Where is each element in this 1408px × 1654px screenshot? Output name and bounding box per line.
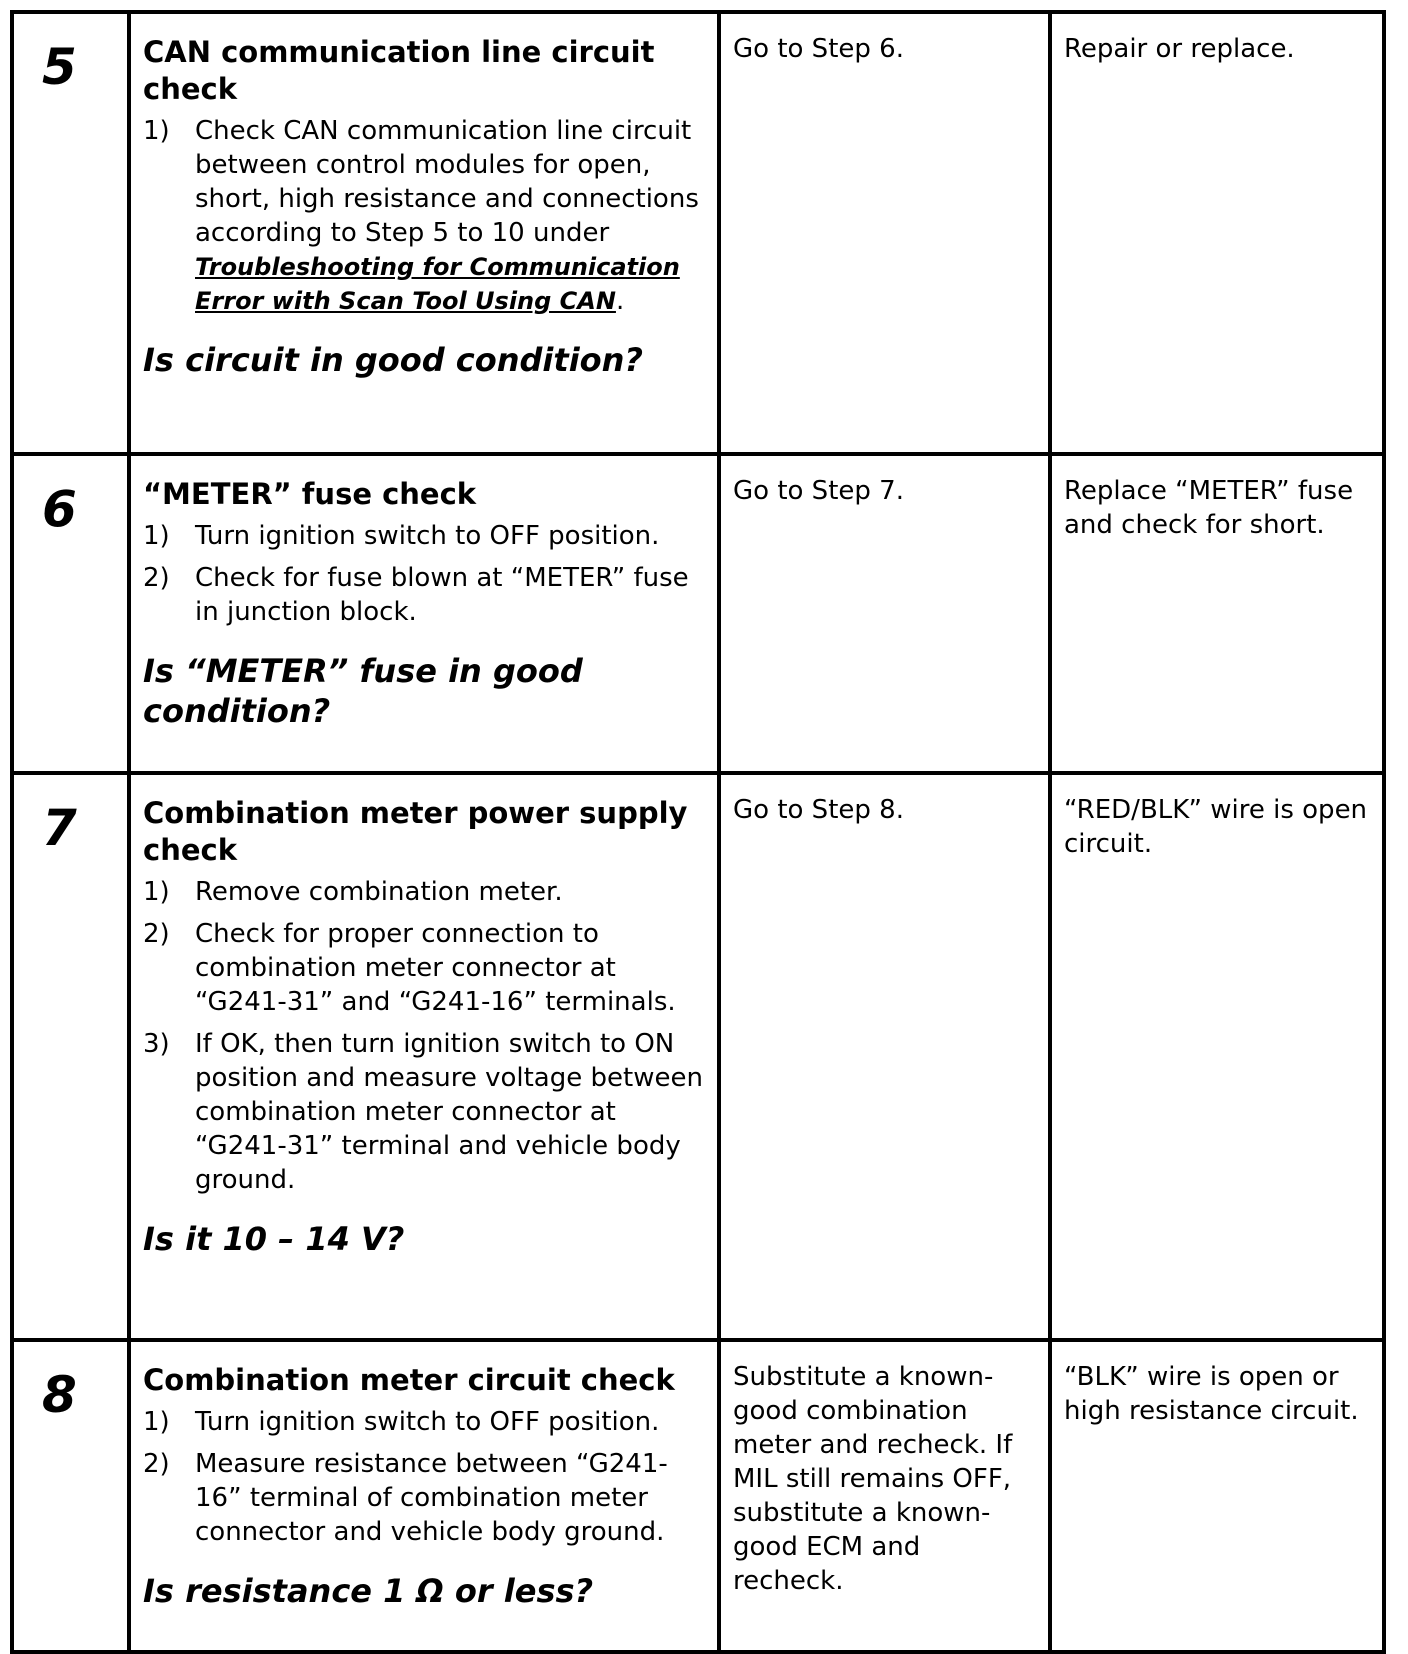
substep-marker: 1) xyxy=(143,877,170,907)
substep-item xyxy=(143,875,703,909)
substep-list xyxy=(143,114,703,318)
yes-result: Substitute a known-good combination meter and recheck. If MIL still remains OFF, substitute a known-good ECM and recheck. xyxy=(719,1340,1050,1652)
no-result: Repair or replace. xyxy=(1050,12,1384,454)
step-number: 5 xyxy=(12,12,129,454)
substep-list xyxy=(143,875,703,1197)
substep-text: Turn ignition switch to OFF position. xyxy=(195,521,660,551)
yes-result: Go to Step 6. xyxy=(719,12,1050,454)
step-action-cell xyxy=(129,454,719,773)
substep-item xyxy=(143,114,703,318)
substep-item xyxy=(143,1405,703,1439)
troubleshooting-reference-link[interactable]: Troubleshooting for Communication Error with Scan Tool Using CAN xyxy=(195,253,680,315)
step-question: Is “METER” fuse in good condition? xyxy=(143,652,583,730)
step-row xyxy=(12,773,1384,1340)
step-question: Is resistance 1 Ω or less? xyxy=(143,1572,594,1610)
substep-marker: 1) xyxy=(143,116,170,146)
yes-result: Go to Step 8. xyxy=(719,773,1050,1340)
step-title: “METER” fuse check xyxy=(143,477,477,511)
step-action-cell xyxy=(129,1340,719,1652)
step-action-cell xyxy=(129,12,719,454)
substep-text-end: . xyxy=(615,286,625,316)
step-row xyxy=(12,12,1384,454)
substep-marker: 1) xyxy=(143,521,170,551)
substep-marker: 3) xyxy=(143,1029,170,1059)
step-title: Combination meter circuit check xyxy=(143,1363,675,1397)
no-result: Replace “METER” fuse and check for short. xyxy=(1050,454,1384,773)
no-result: “BLK” wire is open or high resistance circuit. xyxy=(1050,1340,1384,1652)
step-title: Combination meter power supply check xyxy=(143,796,688,867)
step-number: 8 xyxy=(12,1340,129,1652)
substep-item xyxy=(143,1447,703,1549)
step-action-cell xyxy=(129,773,719,1340)
substep-item xyxy=(143,519,703,553)
substep-text: Remove combination meter. xyxy=(195,877,563,907)
substep-text: Check CAN communication line circuit between control modules for open, short, high resistance and connections according to Step 5 to 10 under xyxy=(195,116,699,248)
no-result: “RED/BLK” wire is open circuit. xyxy=(1050,773,1384,1340)
yes-result: Go to Step 7. xyxy=(719,454,1050,773)
substep-item xyxy=(143,917,703,1019)
substep-text: If OK, then turn ignition switch to ON position and measure voltage between combination meter connector at “G241-31” terminal and vehicle body ground. xyxy=(195,1029,703,1195)
step-number: 7 xyxy=(12,773,129,1340)
substep-marker: 1) xyxy=(143,1407,170,1437)
step-question: Is it 10 – 14 V? xyxy=(143,1220,405,1258)
substep-marker: 2) xyxy=(143,563,170,593)
substep-text: Check for proper connection to combination meter connector at “G241-31” and “G241-16” terminals. xyxy=(195,919,676,1017)
step-question: Is circuit in good condition? xyxy=(143,341,643,379)
step-row xyxy=(12,454,1384,773)
substep-text: Check for fuse blown at “METER” fuse in junction block. xyxy=(195,563,689,627)
substep-marker: 2) xyxy=(143,1449,170,1479)
step-row xyxy=(12,1340,1384,1652)
troubleshooting-table xyxy=(10,10,1386,1654)
substep-text: Measure resistance between “G241-16” terminal of combination meter connector and vehicle body ground. xyxy=(195,1449,668,1547)
substep-marker: 2) xyxy=(143,919,170,949)
substep-list xyxy=(143,519,703,629)
substep-text: Turn ignition switch to OFF position. xyxy=(195,1407,660,1437)
substep-item xyxy=(143,561,703,629)
step-title: CAN communication line circuit check xyxy=(143,35,655,106)
step-number: 6 xyxy=(12,454,129,773)
substep-item xyxy=(143,1027,703,1197)
substep-list xyxy=(143,1405,703,1549)
